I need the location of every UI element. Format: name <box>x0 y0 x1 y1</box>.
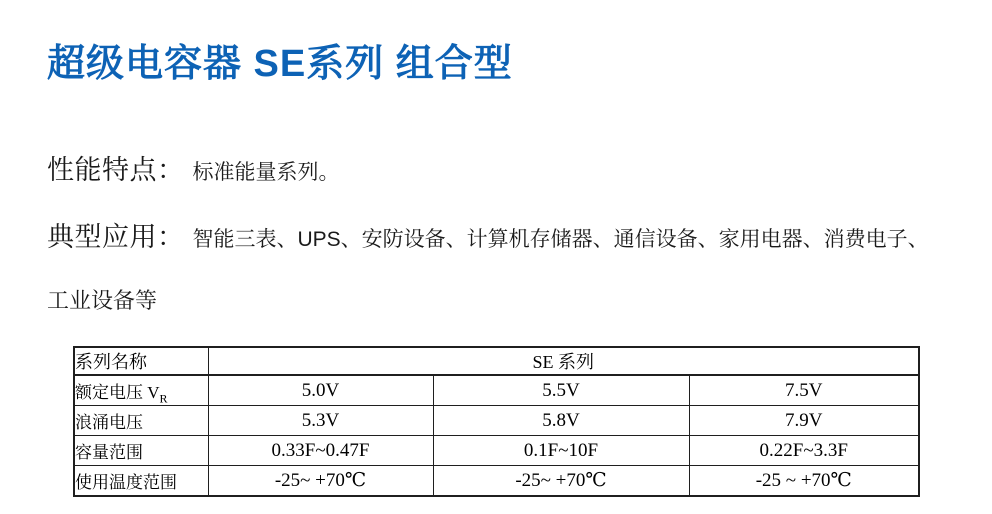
features-section <box>47 148 340 187</box>
cell-surge-voltage-2: 5.8V <box>433 406 689 436</box>
table-header-series-value: SE 系列 <box>208 347 919 375</box>
cell-operating-temperature-1: -25~ +70℃ <box>208 466 433 497</box>
cell-capacitance-range-3: 0.22F~3.3F <box>689 436 919 466</box>
spec-table <box>73 346 920 497</box>
table-row-capacitance-range <box>74 436 919 466</box>
cell-rated-voltage-1: 5.0V <box>208 375 433 406</box>
cell-rated-voltage-3: 7.5V <box>689 375 919 406</box>
applications-section <box>47 215 929 254</box>
row-label-text: 额定电压 V <box>75 383 160 402</box>
cell-operating-temperature-2: -25~ +70℃ <box>433 466 689 497</box>
cell-capacitance-range-2: 0.1F~10F <box>433 436 689 466</box>
table-row-rated-voltage <box>74 375 919 406</box>
row-label-operating-temperature: 使用温度范围 <box>74 466 208 497</box>
row-label-rated-voltage <box>74 375 208 406</box>
table-row-surge-voltage <box>74 406 919 436</box>
row-label-surge-voltage: 浪涌电压 <box>74 406 208 436</box>
features-text: 标准能量系列。 <box>192 161 340 184</box>
cell-surge-voltage-1: 5.3V <box>208 406 433 436</box>
cell-operating-temperature-3: -25 ~ +70℃ <box>689 466 919 497</box>
applications-text-continued: 工业设备等 <box>47 288 158 313</box>
page-title: 超级电容器 SE系列 组合型 <box>47 43 513 85</box>
features-label: 性能特点： <box>47 155 185 185</box>
table-row-operating-temperature <box>74 466 919 497</box>
applications-label: 典型应用： <box>47 222 185 252</box>
row-label-subscript: R <box>159 391 168 406</box>
table-header-series-label: 系列名称 <box>74 347 208 375</box>
table-header-row <box>74 347 919 375</box>
applications-text: 智能三表、UPS、安防设备、计算机存储器、通信设备、家用电器、消费电子、 <box>192 228 929 251</box>
cell-rated-voltage-2: 5.5V <box>433 375 689 406</box>
row-label-capacitance-range: 容量范围 <box>74 436 208 466</box>
cell-capacitance-range-1: 0.33F~0.47F <box>208 436 433 466</box>
cell-surge-voltage-3: 7.9V <box>689 406 919 436</box>
